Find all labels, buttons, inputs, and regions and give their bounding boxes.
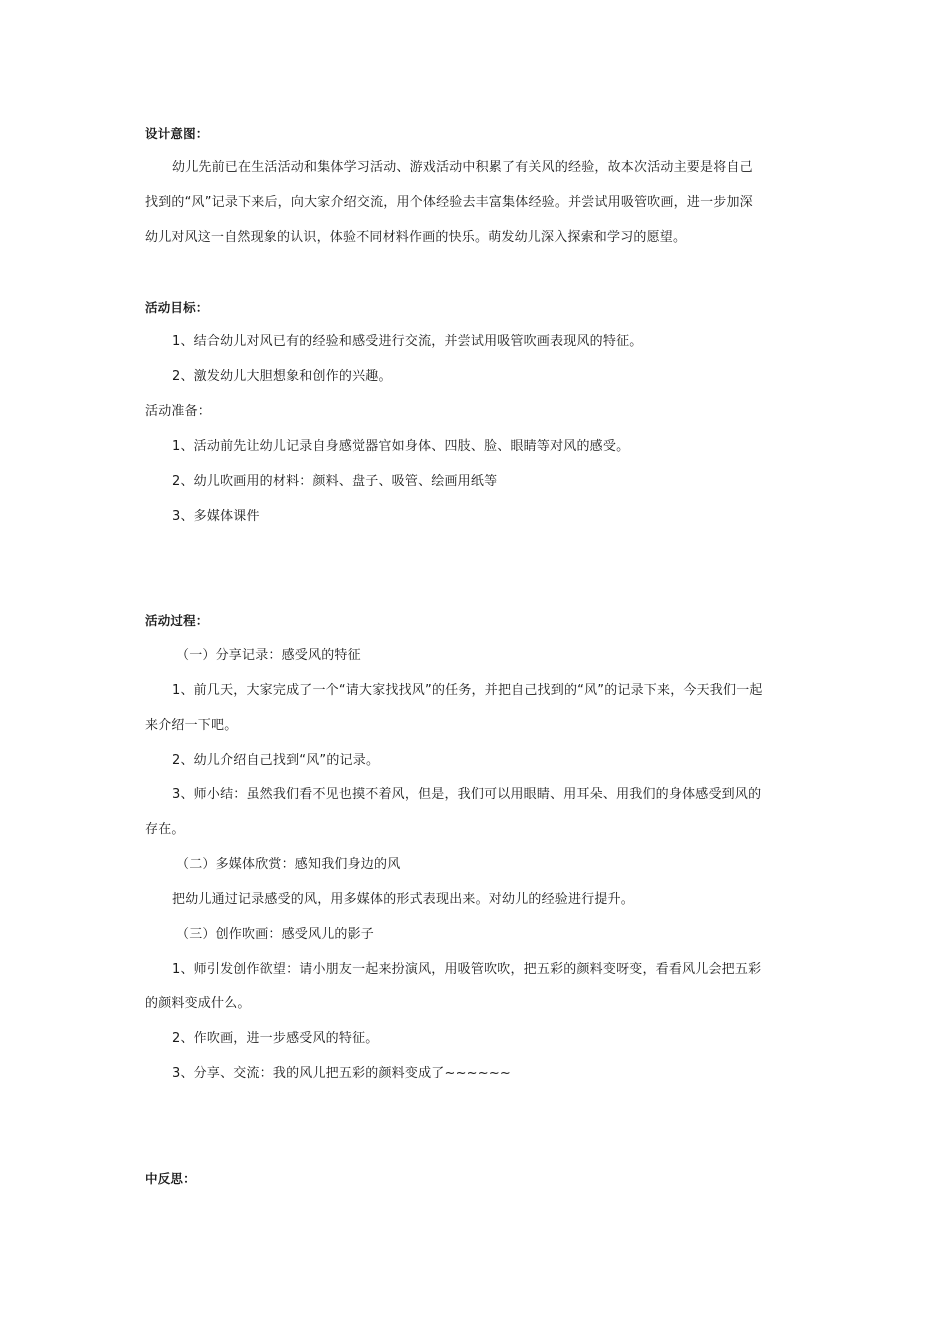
- goals-item-2: 2、激发幼儿大胆想象和创作的兴趣。: [172, 369, 392, 384]
- process-p1-item2: 2、幼儿介绍自己找到“风”的记录。: [172, 753, 380, 768]
- design-heading: 设计意图：: [145, 126, 209, 141]
- process-p2-text: 把幼儿通过记录感受的风，用多媒体的形式表现出来。对幼儿的经验进行提升。: [172, 892, 635, 907]
- process-part2-title: （二）多媒体欣赏：感知我们身边的风: [176, 857, 401, 872]
- process-p3-item1-line2: 的颜料变成什么。: [145, 996, 251, 1011]
- process-heading: 活动过程：: [145, 613, 209, 628]
- reflection-heading: 中反思：: [145, 1171, 196, 1186]
- goals-item-1: 1、结合幼儿对风已有的经验和感受进行交流，并尝试用吸管吹画表现风的特征。: [172, 334, 643, 349]
- design-line-3: 幼儿对风这一自然现象的认识，体验不同材料作画的快乐。萌发幼儿深入探索和学习的愿望。: [145, 230, 687, 245]
- process-part3-title: （三）创作吹画：感受风儿的影子: [176, 927, 375, 942]
- prep-item-3: 3、多媒体课件: [172, 509, 260, 524]
- design-line-2: 找到的“风”记录下来后，向大家介绍交流，用个体经验去丰富集体经验。并尝试用吸管吹画，进一步加深: [145, 195, 753, 210]
- process-p1-item3-line2: 存在。: [145, 822, 185, 837]
- process-p3-item2: 2、作吹画，进一步感受风的特征。: [172, 1031, 379, 1046]
- process-p1-item1-line2: 来介绍一下吧。: [145, 718, 238, 733]
- prep-item-1: 1、活动前先让幼儿记录自身感觉器官如身体、四肢、脸、眼睛等对风的感受。: [172, 439, 630, 454]
- prep-item-2: 2、幼儿吹画用的材料：颜料、盘子、吸管、绘画用纸等: [172, 474, 498, 489]
- process-p3-item3: 3、分享、交流：我的风儿把五彩的颜料变成了~~~~~~: [172, 1066, 512, 1081]
- process-p1-item1-line1: 1、前几天，大家完成了一个“请大家找找风”的任务，并把自己找到的“风”的记录下来，今天我们一起: [172, 683, 763, 698]
- prep-heading: 活动准备：: [145, 404, 212, 419]
- goals-heading: 活动目标：: [145, 300, 209, 315]
- process-part1-title: （一）分享记录：感受风的特征: [176, 648, 361, 663]
- design-line-1: 幼儿先前已在生活活动和集体学习活动、游戏活动中积累了有关风的经验，故本次活动主要是将自己: [172, 160, 753, 175]
- process-p3-item1-line1: 1、师引发创作欲望：请小朋友一起来扮演风，用吸管吹吹，把五彩的颜料变呀变，看看风儿会把五彩: [172, 962, 762, 977]
- process-p1-item3-line1: 3、师小结：虽然我们看不见也摸不着风，但是，我们可以用眼睛、用耳朵、用我们的身体感受到风的: [172, 787, 762, 802]
